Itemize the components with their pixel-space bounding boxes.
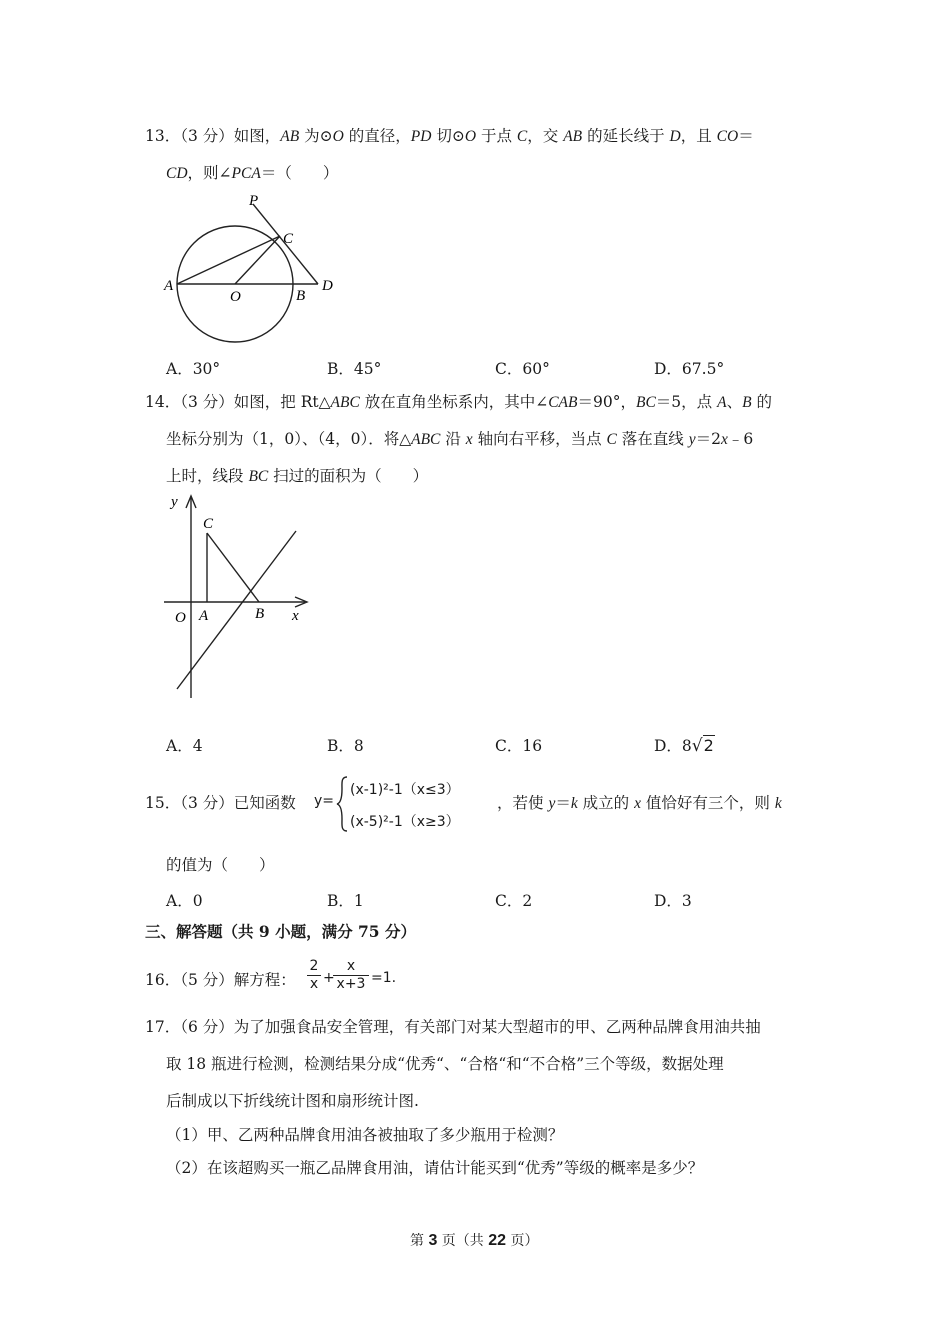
section-3-heading: 三、解答题（共 9 小题，满分 75 分） [145,922,416,941]
label-c: C [203,516,214,532]
q13-option-d[interactable]: D．67.5° [654,360,725,378]
q15-line2: 的值为（ ） [166,856,275,874]
sqrt-symbol: √ [691,736,703,756]
q14-line2: 坐标分别为（1，0）、（4，0）．将△ABC 沿 x 轴向右平移，当点 C 落在直线 y＝2x﹣6 [166,430,754,448]
q15-case-1: (x-1)²-1（x≤3） [350,782,460,798]
label-b: B [296,288,306,304]
q17-sub-question-2: （2）在该超购买一瓶乙品牌食用油，请估计能买到“优秀”等级的概率是多少？ [166,1159,704,1177]
q15-option-d[interactable]: D．3 [654,892,692,910]
q13-option-b[interactable]: B．45° [327,360,382,378]
q14-line3: 上时，线段 BC 扫过的面积为（ ） [166,467,429,485]
label-o: O [175,610,186,626]
radius-oc [235,236,280,284]
q13-line2: CD，则∠PCA＝（ ） [166,164,339,182]
label-c: C [283,231,294,247]
q13-option-a[interactable]: A．30° [166,360,221,378]
q15-y-equals: y= [314,793,335,809]
label-a: A [199,608,209,624]
label-d: D [322,278,333,294]
q16-fraction-1: 2 x [307,958,321,993]
page-footer: 第 3 页（共 22 页） [410,1232,539,1249]
label-o: O [230,289,241,305]
q15-brace-icon [335,775,349,833]
q17-line3: 后制成以下折线统计图和扇形统计图. [166,1092,419,1110]
sqrt-radicand: 2 [703,736,714,755]
q16-fraction-2: x x+3 [333,958,369,993]
q14-option-a[interactable]: A．4 [166,737,203,755]
q14-line1: 14．（3 分）如图，把 Rt△ABC 放在直角坐标系内，其中∠CAB＝90°，BC＝5，点 A、B 的 [145,393,772,411]
q15-option-c[interactable]: C．2 [495,892,533,910]
label-a: A [164,278,174,294]
line-y-2x-6 [177,531,296,689]
q15-suffix: ，若使 y＝k 成立的 x 值恰好有三个，则 k [497,794,782,812]
segment-cb [207,533,259,602]
q15-option-b[interactable]: B．1 [327,892,364,910]
page-number: 3 [428,1232,438,1249]
q17-line2: 取 18 瓶进行检测，检测结果分成“优秀“、“合格“和“不合格”三个等级，数据处理 [166,1055,724,1073]
q17-sub-question-1: （1）甲、乙两种品牌食用油各被抽取了多少瓶用于检测？ [166,1126,564,1144]
label-b: B [255,606,265,622]
q16-equals: =1. [371,970,397,986]
total-pages: 22 [488,1232,507,1249]
chord-ac [177,236,280,284]
q15-prefix: 15．（3 分）已知函数 [145,794,296,812]
label-x: x [292,608,299,624]
q13-line1: 13．（3 分）如图，AB 为⊙O 的直径，PD 切⊙O 于点 C，交 AB 的延长线于 D，且 CO＝ [145,127,754,145]
q17-line1: 17．（6 分）为了加强食品安全管理，有关部门对某大型超市的甲、乙两种品牌食用油共抽 [145,1018,761,1036]
q15-option-a[interactable]: A．0 [166,892,203,910]
q16-prefix: 16．（5 分）解方程： [145,971,296,989]
q13-option-c[interactable]: C．60° [495,360,550,378]
q16-plus: + [323,970,335,986]
q14-option-c[interactable]: C．16 [495,737,543,755]
q14-coordinate-figure [150,488,320,706]
q15-case-2: (x-5)²-1（x≥3） [350,814,460,830]
q13-circle-figure [150,188,350,348]
label-p: P [249,193,259,209]
q14-option-d[interactable]: D．8√2 [654,736,714,756]
q14-option-b[interactable]: B．8 [327,737,364,755]
label-y: y [171,494,178,510]
